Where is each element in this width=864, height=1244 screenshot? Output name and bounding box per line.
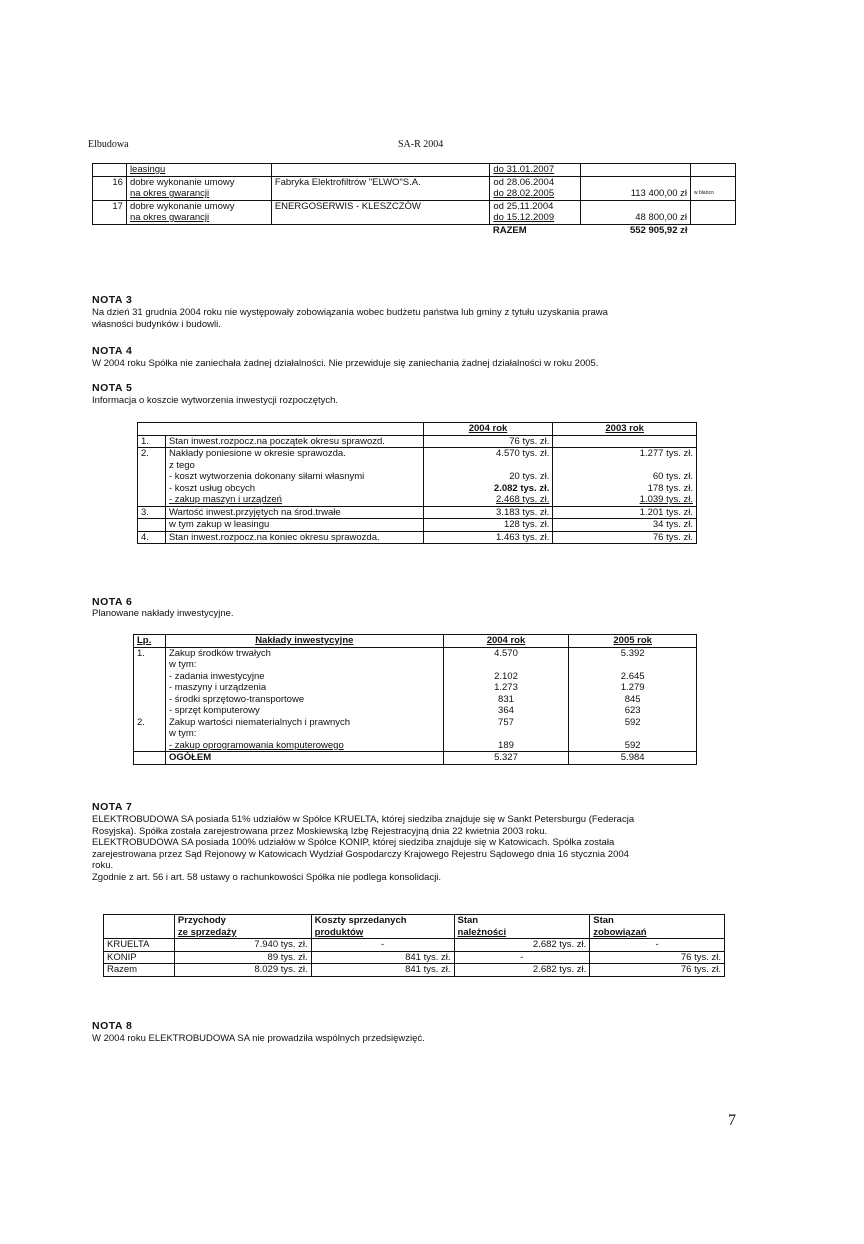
total-row: OGÓŁEM 5.327 5.984: [134, 752, 697, 765]
table-row: KONIP 89 tys. zł. 841 tys. zł. - 76 tys. zł.: [104, 951, 725, 964]
table-row: 1. 2. Zakup środków trwałych w tym: - zadania inwestycyjne - maszyny i urządzenia - środki sprzętowo-transportowe - sprzęt komputerowy Zakup wartości niematerialnych i prawnych w tym: - zakup oprogramowania komputerowego 4.570 2.102 1.273 831 364 757 189 5.392 2.645 1.279 845 623 592 592: [134, 647, 697, 752]
table-row: KRUELTA 7.940 tys. zł. - 2.682 tys. zł. -: [104, 939, 725, 952]
subsidiaries-table: Przychody ze sprzedaży Koszty sprzedanych produktów Stan należności Stan zobowiązań KRUELTA 7.940 tys. zł. - 2.682 tys. zł. - KONIP 89 tys. zł. 841 tys. zł. - 76 tys. zł. Razem 8.029 tys. zł. 841 tys. zł. 2.682 tys. zł. 76 tys. zł.: [103, 914, 725, 977]
table-row: 17 dobre wykonanie umowy na okres gwarancji ENERGOSERWIS - KLESZCZÓW od 25.11.2004 do 15.12.2009 48 800,00 zł: [93, 200, 736, 224]
blanco-note: w blanco: [691, 176, 736, 200]
total-row: [93, 224, 736, 236]
nota6-intro: Planowane nakłady inwestycyjne.: [92, 608, 234, 619]
table-row: w tym zakup w leasingu 128 tys. zł. 34 tys. zł.: [138, 519, 697, 532]
investment-cost-table: [137, 422, 697, 544]
nota8-text: W 2004 roku ELEKTROBUDOWA SA nie prowadziła wspólnych przedsięwzięć.: [92, 1033, 425, 1044]
col-2003: 2003 rok: [553, 423, 697, 436]
nota5-intro: Informacja o koszcie wytworzenia inwestycji rozpoczętych.: [92, 395, 339, 406]
nota7-text: ELEKTROBUDOWA SA posiada 51% udziałów w Spółce KRUELTA, której siedziba znajduje się w Sankt Petersburgu (Federacja Rosyjska). Spółka została zarejestrowana przez Moskiewską Izbę Rejestracyjną dnia 22 kwietnia 2003 roku. ELEKTROBUDOWA SA posiada 100% udziałów w Spółce KONIP, której siedziba znajduje się w Katowicach. Spółka została zarejestrowana przez Sąd Rejonowy w Katowicach Wydział Gospodarczy Krajowego Rejestru Sądowego dnia 16 stycznia 2004 roku. Zgodnie z art. 56 i art. 58 ustawy o rachunkowości Spółka nie podlega konsolidacji.: [92, 814, 635, 883]
total-label: RAZEM: [492, 224, 527, 236]
col-2004: 2004 rok: [423, 423, 553, 436]
table-row: 3. Wartość inwest.przyjętych na środ.trwałe 3.183 tys. zł. 1.201 tys. zł.: [138, 506, 697, 519]
guarantee-table: [92, 163, 736, 236]
total-value: 552 905,92 zł: [629, 224, 688, 236]
nota8-title: NOTA 8: [92, 1020, 133, 1032]
nota3-text: Na dzień 31 grudnia 2004 roku nie występowały zobowiązania wobec budżetu państwa lub gminy z tytułu uzyskania prawa własności budynków i budowli.: [92, 307, 608, 330]
table-row: leasingu do 31.01.2007: [93, 164, 736, 177]
nota4-title: NOTA 4: [92, 345, 133, 357]
planned-investment-table: Lp. Nakłady inwestycyjne 2004 rok 2005 rok 1. 2. Zakup środków trwałych w tym: - zadania inwestycyjne - maszyny i urządzenia - środki sprzętowo-transportowe - sprzęt komputerowy Zakup wartości niematerialnych i prawnych w tym: - zakup oprogramowania komputerowego 4.570 2.102 1.273 831 364 757 189 5.392 2.645 1.279 845 623 592 592 OGÓŁEM 5.327 5.984: [133, 634, 697, 765]
header-center: SA-R 2004: [398, 139, 444, 150]
table-row: 2. Nakłady poniesione w okresie sprawozda. z tego - koszt wytworzenia dokonany siłami własnymi - koszt usług obcych - zakup maszyn i urządzeń 4.570 tys. zł. 20 tys. zł. 2.082 tys. zł. 2.468 tys. zł. 1.277 tys. zł. 60 tys. zł. 178 tys. zł. 1.039 tys. zł.: [138, 448, 697, 507]
table-row: 1. Stan inwest.rozpocz.na początek okresu sprawozd. 76 tys. zł.: [138, 435, 697, 448]
table-row: 16 dobre wykonanie umowy na okres gwarancji Fabryka Elektrofiltrów "ELWO"S.A. od 28.06.2004 do 28.02.2005 113 400,00 zł w blanco: [93, 176, 736, 200]
header-left: Elbudowa: [88, 139, 129, 150]
page-number: 7: [728, 1112, 736, 1129]
nota5-title: NOTA 5: [92, 382, 133, 394]
nota7-title: NOTA 7: [92, 801, 133, 813]
nota3-title: NOTA 3: [92, 294, 133, 306]
nota6-title: NOTA 6: [92, 596, 133, 608]
table-row: Razem 8.029 tys. zł. 841 tys. zł. 2.682 tys. zł. 76 tys. zł.: [104, 964, 725, 977]
nota4-text: W 2004 roku Spółka nie zaniechała żadnej działalności. Nie przewiduje się zaniechania żadnej działalności w roku 2005.: [92, 358, 599, 369]
table-row: 4. Stan inwest.rozpocz.na koniec okresu sprawozda. 1.463 tys. zł. 76 tys. zł.: [138, 531, 697, 544]
